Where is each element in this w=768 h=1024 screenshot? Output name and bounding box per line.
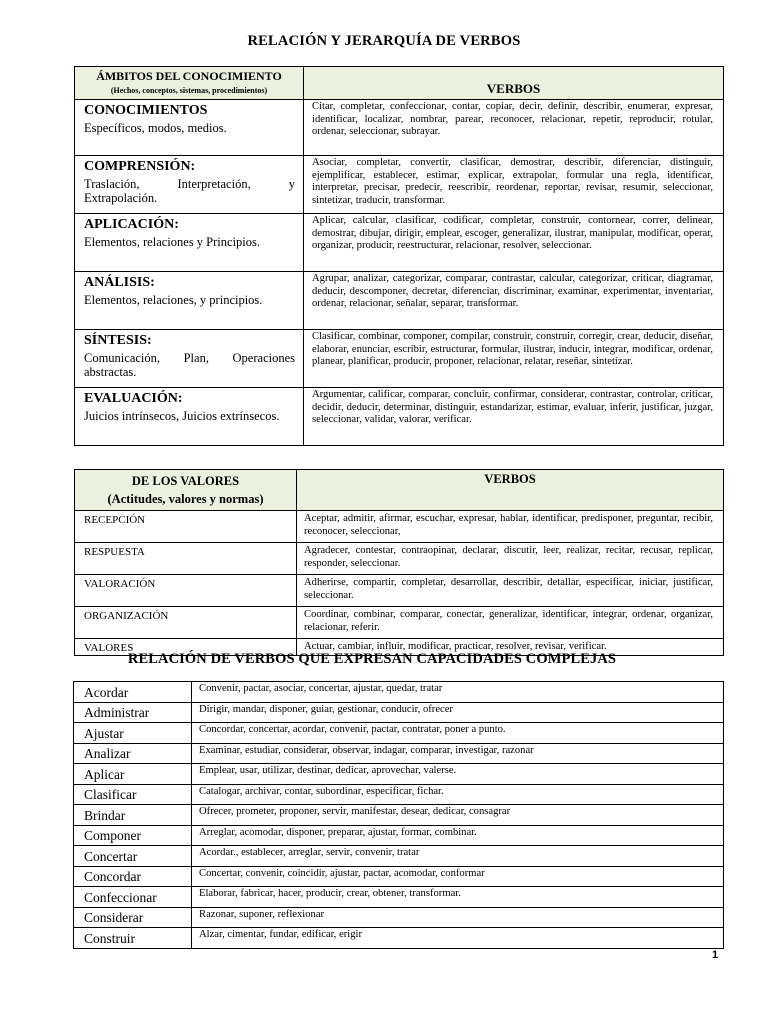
page-title: RELACIÓN Y JERARQUÍA DE VERBOS [247,33,521,49]
synonyms-cell: Catalogar, archivar, contar, subordinar, especificar, fichar. [192,784,724,805]
category-cell [75,100,304,156]
synonyms-cell: Emplear, usar, utilizar, destinar, dedicar, aprovechar, valerse. [192,764,724,785]
verb-cell: Concordar [74,866,192,887]
table-row [74,887,724,908]
table-row [74,764,724,785]
verb-cell: Considerar [74,907,192,928]
verbs-cell: Clasificar, combinar, componer, compilar, construir, construir, corregir, crear, deducir, diseñar, elaborar, enunciar, escribir, estructurar, formular, ilustrar, inducir, integrar, modificar, ordenar, planear, planificar, producir, proponer, relacionar, relatar, reseñar, sintetizar. [304,330,724,388]
verbs-cell: Adherirse, compartir, completar, desarrollar, describir, detallar, especificar, iniciar, justificar, seleccionar. [297,575,724,607]
table-row [74,907,724,928]
verb-cell: Analizar [74,743,192,764]
verbs-cell: Actuar, cambiar, influir, modificar, practicar, resolver, revisar, verificar. [297,639,724,656]
synonyms-cell: Elaborar, fabricar, hacer, producir, crear, obtener, transformar. [192,887,724,908]
values-header-title: DE LOS VALORES [131,474,240,488]
verb-cell: Confeccionar [74,887,192,908]
level-cell: VALORACIÓN [75,575,297,607]
synonyms-cell: Concordar, concertar, acordar, convenir, pactar, contratar, poner a punto. [192,723,724,744]
verbs-cell: Aplicar, calcular, clasificar, codificar, completar, construir, contornear, correr, delinear, demostrar, dibujar, dirigir, emplear, escoger, generalizar, ilustrar, manipular, modificar, operar, organizar, producir, reestructurar, relacionar, resolver, seleccionar. [304,214,724,272]
table-row [74,866,724,887]
knowledge-header-title: ÁMBITOS DEL CONOCIMIENTO [96,69,282,83]
verb-cell: Aplicar [74,764,192,785]
verb-cell: Concertar [74,846,192,867]
knowledge-header-cell [75,67,304,100]
category-name: COMPRENSIÓN: [84,159,196,174]
category-description: Juicios intrínsecos, Juicios extrínsecos. [84,409,280,423]
verbs-cell: Coordinar, combinar, comparar, conectar, generalizar, identificar, integrar, ordenar, organizar, relacionar, referir. [297,607,724,639]
table-row [75,214,724,272]
verb-cell: Brindar [74,805,192,826]
table-header-row [75,470,724,511]
category-description: Comunicación, Plan, Operaciones abstractas. [84,351,295,379]
table-row [75,272,724,330]
category-cell [75,330,304,388]
category-cell [75,272,304,330]
verbs-header-cell: VERBOS [304,67,724,100]
table-row [75,388,724,446]
knowledge-header-subtitle: (Hechos, conceptos, sistemas, procedimientos) [110,86,268,95]
verbs-cell: Agradecer, contestar, contraopinar, declarar, discutir, leer, realizar, recitar, recusar, replicar, responder, seleccionar. [297,543,724,575]
verb-cell: Clasificar [74,784,192,805]
table-row [75,607,724,639]
verbs-cell: Citar, completar, confeccionar, contar, copiar, decir, definir, describir, enumerar, expresar, identificar, localizar, nombrar, parear, reconocer, relacionar, repetir, reproducir, rotular, ordenar, seleccionar, subrayar. [304,100,724,156]
verb-cell: Construir [74,928,192,949]
verb-cell: Acordar [74,682,192,703]
category-description: Traslación, Interpretación, y Extrapolación. [84,177,295,205]
complex-capacities-title: RELACIÓN DE VERBOS QUE EXPRESAN CAPACIDADES COMPLEJAS [127,651,617,667]
synonyms-cell: Dirigir, mandar, disponer, guiar, gestionar, conducir, ofrecer [192,702,724,723]
level-cell: RECEPCIÓN [75,511,297,543]
table-row [75,575,724,607]
verb-cell: Componer [74,825,192,846]
category-name: CONOCIMIENTOS [84,103,208,118]
table-row [74,743,724,764]
level-cell: RESPUESTA [75,543,297,575]
table-row [74,723,724,744]
category-cell [75,156,304,214]
synonyms-cell: Razonar, suponer, reflexionar [192,907,724,928]
page-number: 1 [712,949,719,961]
category-description: Específicos, modos, medios. [84,121,227,135]
verb-cell: Ajustar [74,723,192,744]
verbs-cell: Aceptar, admitir, afirmar, escuchar, expresar, hablar, identificar, predisponer, preguntar, recibir, reconocer, seleccionar, [297,511,724,543]
values-header-subtitle: (Actitudes, valores y normas) [107,492,264,506]
category-description: Elementos, relaciones y Principios. [84,235,261,249]
table-row [75,330,724,388]
table-row [75,511,724,543]
table-row [74,928,724,949]
synonyms-cell: Alzar, cimentar, fundar, edificar, erigir [192,928,724,949]
verbs-header-cell: VERBOS [297,470,724,511]
category-name: EVALUACIÓN: [84,391,183,406]
table-row [74,805,724,826]
verbs-cell: Asociar, completar, convertir, clasificar, demostrar, describir, diferenciar, distinguir, ejemplificar, establecer, estimar, explicar, extrapolar, formular una regla, identificar, interpretar, precisar, predecir, reescribir, reordenar, reportar, revisar, resumir, seleccionar, sintetizar, traducir, transformar. [304,156,724,214]
synonyms-cell: Ofrecer, prometer, proponer, servir, manifestar, desear, dedicar, consagrar [192,805,724,826]
verbs-cell: Argumentar, calificar, comparar, concluir, confirmar, considerar, contrastar, controlar, criticar, decidir, deducir, determinar, distinguir, estandarizar, estimar, evaluar, inferir, justificar, juzgar, seleccionar, validar, valorar, verificar. [304,388,724,446]
table-row [74,702,724,723]
table-row [74,682,724,703]
synonyms-cell: Arreglar, acomodar, disponer, preparar, ajustar, formar, combinar. [192,825,724,846]
table-row [75,543,724,575]
category-name: SÍNTESIS: [84,333,152,348]
table-header-row [75,67,724,100]
table-row [74,825,724,846]
category-description: Elementos, relaciones, y principios. [84,293,263,307]
category-cell [75,388,304,446]
values-header-cell [75,470,297,511]
synonyms-cell: Examinar, estudiar, considerar, observar, indagar, comparar, investigar, razonar [192,743,724,764]
table-row [75,156,724,214]
verbs-cell: Agrupar, analizar, categorizar, comparar, contrastar, calcular, categorizar, criticar, diagramar, deducir, descomponer, decretar, diferenciar, discriminar, examinar, experimentar, inventariar, ordenar, relacionar, señalar, separar, transformar. [304,272,724,330]
knowledge-verbs-table [74,66,724,446]
synonyms-cell: Convenir, pactar, asociar, concertar, ajustar, quedar, tratar [192,682,724,703]
category-cell [75,214,304,272]
level-cell: VALORES [75,639,297,656]
category-name: ANÁLISIS: [84,275,155,290]
values-verbs-table [74,469,724,656]
complex-verbs-table [73,681,724,949]
table-row [75,100,724,156]
synonyms-cell: Concertar, convenir, coincidir, ajustar, pactar, acomodar, conformar [192,866,724,887]
table-row [74,784,724,805]
level-cell: ORGANIZACIÓN [75,607,297,639]
verb-cell: Administrar [74,702,192,723]
table-row [74,846,724,867]
synonyms-cell: Acordar., establecer, arreglar, servir, convenir, tratar [192,846,724,867]
category-name: APLICACIÓN: [84,217,179,232]
